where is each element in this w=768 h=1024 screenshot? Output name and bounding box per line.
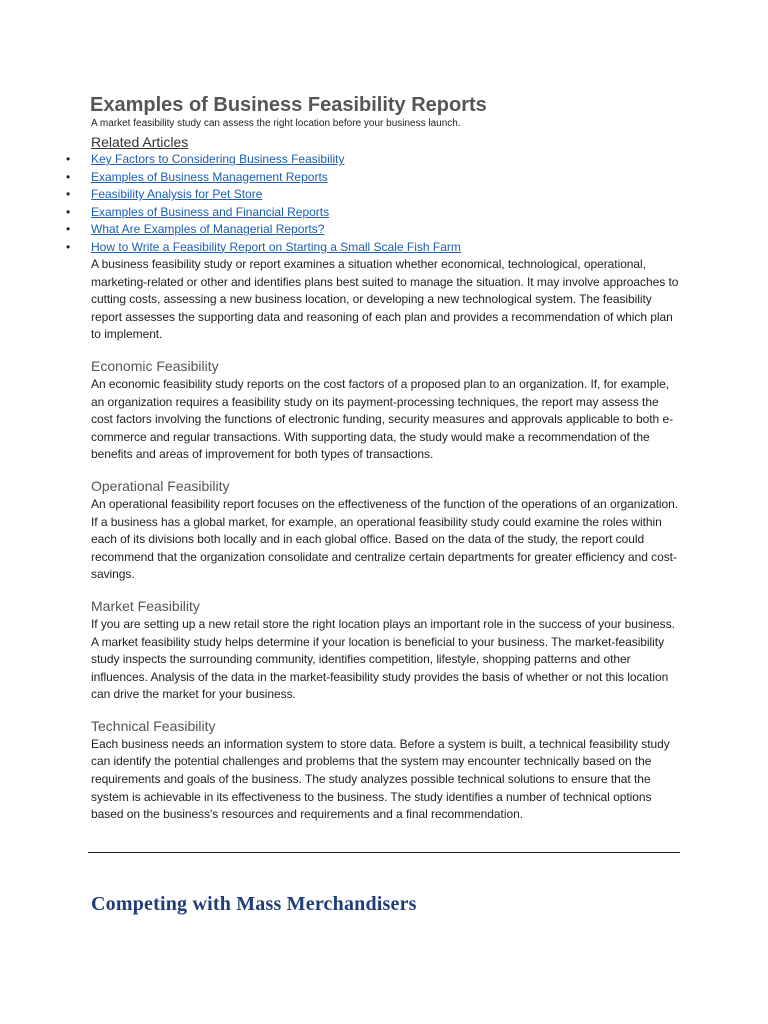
- next-document-title: Competing with Mass Merchandisers: [91, 893, 417, 915]
- bullet-icon: •: [66, 239, 71, 254]
- article-subtitle: A market feasibility study can assess the right location before your business launch.: [91, 118, 461, 129]
- bullet-icon: •: [66, 204, 71, 219]
- list-item: [66, 169, 680, 187]
- section-body-economic: An economic feasibility study reports on the cost factors of a proposed plan to an organization. If, for example, an organization requires a feasibility study on its payment-processing techniques, the report may assess the cost factors involving the functions of electronic funding, security measures and approvals applicable to both e-commerce and regular transactions. With supporting data, the study would make a recommendation of the benefits and areas of improvement for both types of transactions.: [91, 376, 674, 462]
- list-item: [66, 186, 680, 204]
- related-link-managerial-reports[interactable]: What Are Examples of Managerial Reports?: [91, 222, 325, 236]
- article: [66, 94, 680, 824]
- related-articles-list: [66, 151, 680, 256]
- related-link-pet-store[interactable]: Feasibility Analysis for Pet Store: [91, 187, 263, 201]
- related-link-management-reports[interactable]: Examples of Business Management Reports: [91, 169, 328, 184]
- section-heading-operational: Operational Feasibility: [91, 477, 230, 494]
- list-item: [66, 239, 680, 257]
- page-divider: [88, 852, 680, 853]
- section-body-market: If you are setting up a new retail store the right location plays an important role in the success of your business. A market feasibility study helps determine if your location is beneficial to your business. The market-feasibility study inspects the surrounding community, identifies competition, lifestyle, shopping patterns and other influences. Analysis of the data in the market-feasibility study provides the basis of whether or not this location can drive the market for your business.: [91, 616, 675, 702]
- related-link-key-factors[interactable]: Key Factors to Considering Business Feasibility: [91, 152, 345, 166]
- section-heading-economic: Economic Feasibility: [91, 357, 219, 374]
- bullet-icon: •: [66, 187, 71, 201]
- related-articles-heading: Related Articles: [91, 134, 189, 150]
- intro-paragraph: A business feasibility study or report examines a situation whether economical, technological, operational, marketing-related or other and identifies plans best suited to manage the situation. It may involve approaches to cutting costs, assessing a new business location, or developing a new technological system. The feasibility report assesses the supporting data and reasoning of each plan and provides a recommendation of which plan to implement.: [91, 257, 679, 342]
- section-body-operational: An operational feasibility report focuses on the effectiveness of the function of the operations of an organization. If a business has a global market, for example, an operational feasibility study could examine the roles within each of its divisions both locally and in each global office. Based on the data of the study, the report could recommend that the organization consolidate and centralize certain departments for greater efficiency and cost-savings.: [91, 496, 679, 582]
- section-heading-technical: Technical Feasibility: [91, 717, 216, 734]
- list-item: [66, 204, 680, 222]
- article-title: Examples of Business Feasibility Reports: [90, 94, 487, 116]
- section-heading-market: Market Feasibility: [91, 597, 200, 614]
- bullet-icon: •: [66, 152, 71, 166]
- section-body-technical: Each business needs an information system to store data. Before a system is built, a technical feasibility study can identify the potential challenges and problems that the system may encounter technically based on the requirements and goals of the business. The study analyzes possible technical solutions to ensure that the system is achievable in its effectiveness to the business. The study identifies a number of technical options based on the business's resources and requirements and a final recommendation.: [91, 736, 670, 822]
- related-link-financial-reports[interactable]: Examples of Business and Financial Reports: [91, 204, 330, 219]
- bullet-icon: •: [66, 169, 71, 184]
- bullet-icon: •: [66, 222, 71, 236]
- related-link-fish-farm[interactable]: How to Write a Feasibility Report on Starting a Small Scale Fish Farm: [91, 239, 461, 254]
- list-item: [66, 221, 680, 239]
- list-item: [66, 151, 680, 169]
